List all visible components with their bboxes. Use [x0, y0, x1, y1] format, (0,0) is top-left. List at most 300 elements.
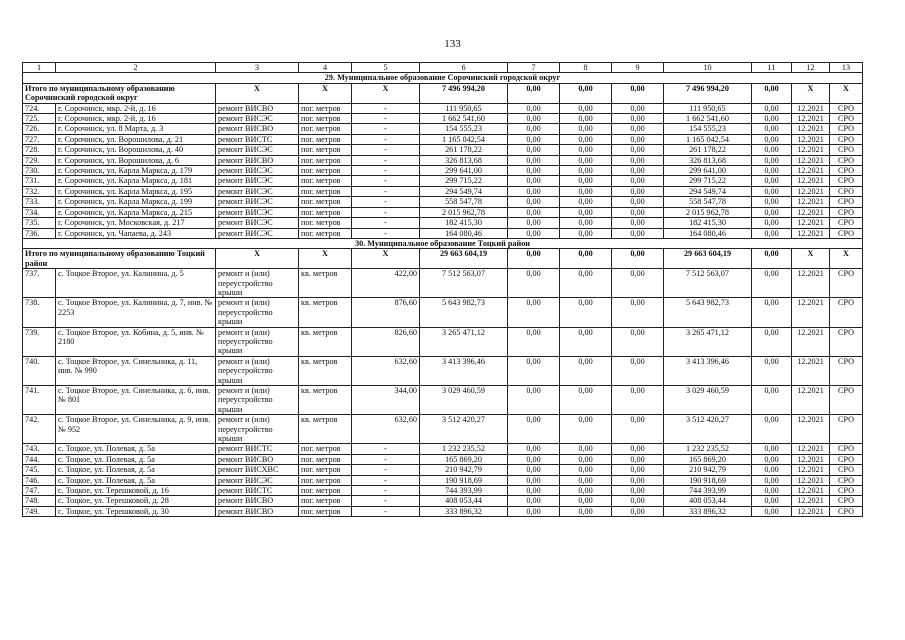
address-cell: с. Тоцкое Второе, ул. Калинина, д. 7, инв. № 2253	[56, 298, 216, 327]
unit-cell: кв. метров	[299, 356, 352, 385]
fund-amount-cell: 154 555,23	[664, 124, 752, 134]
quantity-cell: 876,60	[352, 298, 420, 327]
quantity-cell: -	[352, 134, 420, 144]
amount-cell: 0,00	[752, 145, 792, 155]
amount-cell: 0,00	[612, 145, 664, 155]
amount-cell: 0,00	[508, 166, 560, 176]
capital-repair-table	[22, 62, 863, 517]
amount-cell: 0,00	[612, 103, 664, 113]
amount-cell: 0,00	[612, 155, 664, 165]
amount-cell: 0,00	[508, 415, 560, 444]
amount-cell: 0,00	[560, 327, 612, 356]
column-number-cell: 9	[612, 63, 664, 73]
method-cell: СРО	[830, 145, 863, 155]
work-type-cell: ремонт и (или) переустройство крыши	[216, 356, 299, 385]
cost-total-cell: 164 080,46	[420, 228, 508, 238]
section-total-row	[23, 83, 863, 103]
column-number-cell: 7	[508, 63, 560, 73]
quantity-cell: -	[352, 228, 420, 238]
row-number: 733.	[23, 197, 56, 207]
total-cell: X	[792, 83, 830, 103]
row-number: 745.	[23, 465, 56, 475]
fund-amount-cell: 3 029 460,59	[664, 386, 752, 415]
section-total-row	[23, 249, 863, 269]
unit-cell: пог. метров	[299, 228, 352, 238]
unit-cell: кв. метров	[299, 269, 352, 298]
amount-cell: 0,00	[508, 454, 560, 464]
quantity-cell: 422,00	[352, 269, 420, 298]
column-number-cell: 2	[56, 63, 216, 73]
unit-cell: пог. метров	[299, 486, 352, 496]
cost-total-cell: 3 265 471,12	[420, 327, 508, 356]
amount-cell: 0,00	[508, 207, 560, 217]
work-type-cell: ремонт и (или) переустройство крыши	[216, 386, 299, 415]
unit-cell: пог. метров	[299, 475, 352, 485]
fund-amount-cell: 165 869,20	[664, 454, 752, 464]
deadline-cell: 12.2021	[792, 454, 830, 464]
amount-cell: 0,00	[560, 155, 612, 165]
deadline-cell: 12.2021	[792, 386, 830, 415]
quantity-cell: -	[352, 186, 420, 196]
amount-cell: 0,00	[752, 186, 792, 196]
amount-cell: 0,00	[752, 486, 792, 496]
method-cell: СРО	[830, 228, 863, 238]
section-title: 30. Муниципальное образование Тоцкий район	[23, 238, 863, 248]
amount-cell: 0,00	[752, 218, 792, 228]
amount-cell: 0,00	[560, 145, 612, 155]
cost-total-cell: 190 918,69	[420, 475, 508, 485]
work-type-cell: ремонт ВИСЭС	[216, 186, 299, 196]
amount-cell: 0,00	[560, 124, 612, 134]
total-cell: 7 496 994,20	[664, 83, 752, 103]
table-row	[23, 186, 863, 196]
amount-cell: 0,00	[508, 155, 560, 165]
work-type-cell: ремонт ВИСЭС	[216, 176, 299, 186]
method-cell: СРО	[830, 386, 863, 415]
amount-cell: 0,00	[752, 103, 792, 113]
amount-cell: 0,00	[560, 166, 612, 176]
amount-cell: 0,00	[612, 415, 664, 444]
cost-total-cell: 111 950,65	[420, 103, 508, 113]
table-row	[23, 134, 863, 144]
unit-cell: пог. метров	[299, 114, 352, 124]
amount-cell: 0,00	[752, 269, 792, 298]
total-cell: 0,00	[508, 249, 560, 269]
deadline-cell: 12.2021	[792, 415, 830, 444]
work-type-cell: ремонт ВИСВО	[216, 124, 299, 134]
address-cell: с. Тоцкое Второе, ул. Синельника, д. 11, инв. № 990	[56, 356, 216, 385]
deadline-cell: 12.2021	[792, 298, 830, 327]
address-cell: г. Сорочинск, ул. Московская, д. 217	[56, 218, 216, 228]
unit-cell: пог. метров	[299, 134, 352, 144]
fund-amount-cell: 326 813,68	[664, 155, 752, 165]
total-cell: 0,00	[612, 83, 664, 103]
table-row	[23, 475, 863, 485]
amount-cell: 0,00	[508, 327, 560, 356]
amount-cell: 0,00	[560, 228, 612, 238]
quantity-cell: -	[352, 155, 420, 165]
amount-cell: 0,00	[612, 114, 664, 124]
work-type-cell: ремонт ВИСВО	[216, 155, 299, 165]
column-number-cell: 3	[216, 63, 299, 73]
work-type-cell: ремонт ВИСЭС	[216, 197, 299, 207]
method-cell: СРО	[830, 134, 863, 144]
cost-total-cell: 154 555,23	[420, 124, 508, 134]
row-number: 749.	[23, 506, 56, 516]
method-cell: СРО	[830, 356, 863, 385]
deadline-cell: 12.2021	[792, 207, 830, 217]
method-cell: СРО	[830, 454, 863, 464]
fund-amount-cell: 744 393,99	[664, 486, 752, 496]
deadline-cell: 12.2021	[792, 176, 830, 186]
total-cell: X	[830, 249, 863, 269]
cost-total-cell: 299 641,00	[420, 166, 508, 176]
fund-amount-cell: 299 641,00	[664, 166, 752, 176]
quantity-cell: -	[352, 475, 420, 485]
section-title: 29. Муниципальное образование Сорочинский городской округ	[23, 73, 863, 83]
amount-cell: 0,00	[508, 218, 560, 228]
table-row	[23, 155, 863, 165]
row-number: 724.	[23, 103, 56, 113]
table-row	[23, 496, 863, 506]
amount-cell: 0,00	[560, 103, 612, 113]
address-cell: с. Тоцкое Второе, ул. Синельника, д. 9, инв. № 952	[56, 415, 216, 444]
quantity-cell: -	[352, 166, 420, 176]
deadline-cell: 12.2021	[792, 327, 830, 356]
quantity-cell: -	[352, 486, 420, 496]
section-title-row	[23, 73, 863, 83]
address-cell: г. Сорочинск, ул. Чапаева, д. 243	[56, 228, 216, 238]
row-number: 730.	[23, 166, 56, 176]
total-cell: 29 663 604,19	[420, 249, 508, 269]
deadline-cell: 12.2021	[792, 134, 830, 144]
unit-cell: пог. метров	[299, 166, 352, 176]
address-cell: с. Тоцкое Второе, ул. Кобина, д. 5, инв. № 2180	[56, 327, 216, 356]
cost-total-cell: 5 643 982,73	[420, 298, 508, 327]
column-number-cell: 13	[830, 63, 863, 73]
unit-cell: пог. метров	[299, 176, 352, 186]
cost-total-cell: 3 512 420,27	[420, 415, 508, 444]
amount-cell: 0,00	[612, 386, 664, 415]
table-row	[23, 103, 863, 113]
total-cell: 0,00	[560, 83, 612, 103]
amount-cell: 0,00	[508, 124, 560, 134]
total-cell: 0,00	[752, 83, 792, 103]
row-number: 726.	[23, 124, 56, 134]
total-cell: X	[216, 83, 299, 103]
work-type-cell: ремонт ВИСЭС	[216, 145, 299, 155]
column-number-cell: 6	[420, 63, 508, 73]
deadline-cell: 12.2021	[792, 103, 830, 113]
address-cell: г. Сорочинск, ул. 8 Марта, д. 3	[56, 124, 216, 134]
row-number: 732.	[23, 186, 56, 196]
total-cell: X	[792, 249, 830, 269]
amount-cell: 0,00	[752, 506, 792, 516]
row-number: 735.	[23, 218, 56, 228]
quantity-cell: -	[352, 496, 420, 506]
address-cell: г. Сорочинск, ул. Ворошилова, д. 40	[56, 145, 216, 155]
fund-amount-cell: 190 918,69	[664, 475, 752, 485]
amount-cell: 0,00	[508, 506, 560, 516]
deadline-cell: 12.2021	[792, 145, 830, 155]
unit-cell: пог. метров	[299, 454, 352, 464]
total-cell: X	[299, 249, 352, 269]
work-type-cell: ремонт и (или) переустройство крыши	[216, 298, 299, 327]
work-type-cell: ремонт и (или) переустройство крыши	[216, 269, 299, 298]
amount-cell: 0,00	[508, 228, 560, 238]
table-row	[23, 207, 863, 217]
unit-cell: пог. метров	[299, 465, 352, 475]
table-row	[23, 298, 863, 327]
address-cell: г. Сорочинск, ул. Карла Маркса, д. 179	[56, 166, 216, 176]
amount-cell: 0,00	[752, 496, 792, 506]
amount-cell: 0,00	[612, 176, 664, 186]
unit-cell: пог. метров	[299, 103, 352, 113]
quantity-cell: -	[352, 465, 420, 475]
unit-cell: кв. метров	[299, 298, 352, 327]
fund-amount-cell: 164 080,46	[664, 228, 752, 238]
table-row	[23, 415, 863, 444]
cost-total-cell: 294 549,74	[420, 186, 508, 196]
amount-cell: 0,00	[560, 134, 612, 144]
cost-total-cell: 261 178,22	[420, 145, 508, 155]
deadline-cell: 12.2021	[792, 475, 830, 485]
fund-amount-cell: 2 015 962,78	[664, 207, 752, 217]
amount-cell: 0,00	[752, 475, 792, 485]
quantity-cell: -	[352, 444, 420, 454]
method-cell: СРО	[830, 124, 863, 134]
fund-amount-cell: 7 512 563,07	[664, 269, 752, 298]
amount-cell: 0,00	[560, 465, 612, 475]
quantity-cell: -	[352, 218, 420, 228]
work-type-cell: ремонт ВИСЭС	[216, 207, 299, 217]
method-cell: СРО	[830, 506, 863, 516]
fund-amount-cell: 182 415,30	[664, 218, 752, 228]
amount-cell: 0,00	[508, 269, 560, 298]
address-cell: с. Тоцкое, ул. Полевая, д. 5а	[56, 475, 216, 485]
column-number-cell: 11	[752, 63, 792, 73]
deadline-cell: 12.2021	[792, 155, 830, 165]
unit-cell: пог. метров	[299, 496, 352, 506]
cost-total-cell: 3 413 396,46	[420, 356, 508, 385]
address-cell: г. Сорочинск, ул. Карла Маркса, д. 181	[56, 176, 216, 186]
amount-cell: 0,00	[560, 298, 612, 327]
row-number: 731.	[23, 176, 56, 186]
quantity-cell: -	[352, 114, 420, 124]
address-cell: г. Сорочинск, мкр. 2-й, д. 16	[56, 103, 216, 113]
method-cell: СРО	[830, 155, 863, 165]
total-cell: 0,00	[560, 249, 612, 269]
deadline-cell: 12.2021	[792, 114, 830, 124]
fund-amount-cell: 1 662 541,60	[664, 114, 752, 124]
quantity-cell: 826,60	[352, 327, 420, 356]
quantity-cell: 632,60	[352, 356, 420, 385]
cost-total-cell: 326 813,68	[420, 155, 508, 165]
amount-cell: 0,00	[612, 134, 664, 144]
total-cell: 0,00	[752, 249, 792, 269]
address-cell: с. Тоцкое Второе, ул. Калинина, д. 5	[56, 269, 216, 298]
amount-cell: 0,00	[752, 356, 792, 385]
fund-amount-cell: 111 950,65	[664, 103, 752, 113]
row-number: 737.	[23, 269, 56, 298]
cost-total-cell: 2 015 962,78	[420, 207, 508, 217]
deadline-cell: 12.2021	[792, 269, 830, 298]
fund-amount-cell: 294 549,74	[664, 186, 752, 196]
total-cell: X	[352, 83, 420, 103]
fund-amount-cell: 1 232 235,52	[664, 444, 752, 454]
amount-cell: 0,00	[508, 114, 560, 124]
method-cell: СРО	[830, 486, 863, 496]
amount-cell: 0,00	[752, 114, 792, 124]
row-number: 748.	[23, 496, 56, 506]
unit-cell: пог. метров	[299, 145, 352, 155]
total-cell: X	[216, 249, 299, 269]
amount-cell: 0,00	[560, 454, 612, 464]
amount-cell: 0,00	[752, 124, 792, 134]
method-cell: СРО	[830, 298, 863, 327]
amount-cell: 0,00	[752, 155, 792, 165]
cost-total-cell: 1 662 541,60	[420, 114, 508, 124]
total-cell: 7 496 994,20	[420, 83, 508, 103]
total-cell: X	[299, 83, 352, 103]
table-row	[23, 197, 863, 207]
unit-cell: пог. метров	[299, 444, 352, 454]
amount-cell: 0,00	[612, 465, 664, 475]
fund-amount-cell: 558 547,78	[664, 197, 752, 207]
amount-cell: 0,00	[560, 114, 612, 124]
method-cell: СРО	[830, 496, 863, 506]
column-number-cell: 12	[792, 63, 830, 73]
cost-total-cell: 744 393,99	[420, 486, 508, 496]
cost-total-cell: 299 715,22	[420, 176, 508, 186]
amount-cell: 0,00	[612, 197, 664, 207]
address-cell: г. Сорочинск, ул. Карла Маркса, д. 195	[56, 186, 216, 196]
quantity-cell: 344,00	[352, 386, 420, 415]
work-type-cell: ремонт ВИСТС	[216, 444, 299, 454]
amount-cell: 0,00	[612, 327, 664, 356]
fund-amount-cell: 3 265 471,12	[664, 327, 752, 356]
quantity-cell: -	[352, 124, 420, 134]
row-number: 728.	[23, 145, 56, 155]
fund-amount-cell: 5 643 982,73	[664, 298, 752, 327]
fund-amount-cell: 408 053,44	[664, 496, 752, 506]
amount-cell: 0,00	[612, 444, 664, 454]
amount-cell: 0,00	[560, 207, 612, 217]
column-number-row	[23, 63, 863, 73]
row-number: 739.	[23, 327, 56, 356]
address-cell: г. Сорочинск, ул. Ворошилова, д. 21	[56, 134, 216, 144]
total-cell: 29 663 604,19	[664, 249, 752, 269]
table-row	[23, 269, 863, 298]
amount-cell: 0,00	[508, 356, 560, 385]
deadline-cell: 12.2021	[792, 197, 830, 207]
row-number: 741.	[23, 386, 56, 415]
amount-cell: 0,00	[752, 298, 792, 327]
table-row	[23, 176, 863, 186]
row-number: 744.	[23, 454, 56, 464]
method-cell: СРО	[830, 327, 863, 356]
amount-cell: 0,00	[560, 356, 612, 385]
column-number-cell: 10	[664, 63, 752, 73]
amount-cell: 0,00	[752, 207, 792, 217]
page-number: 133	[444, 38, 461, 50]
cost-total-cell: 3 029 460,59	[420, 386, 508, 415]
amount-cell: 0,00	[612, 218, 664, 228]
cost-total-cell: 333 896,32	[420, 506, 508, 516]
fund-amount-cell: 3 413 396,46	[664, 356, 752, 385]
table-row	[23, 228, 863, 238]
amount-cell: 0,00	[508, 176, 560, 186]
work-type-cell: ремонт и (или) переустройство крыши	[216, 327, 299, 356]
unit-cell: пог. метров	[299, 197, 352, 207]
amount-cell: 0,00	[508, 186, 560, 196]
table-row	[23, 454, 863, 464]
amount-cell: 0,00	[508, 145, 560, 155]
work-type-cell: ремонт ВИСВО	[216, 454, 299, 464]
amount-cell: 0,00	[612, 298, 664, 327]
method-cell: СРО	[830, 465, 863, 475]
amount-cell: 0,00	[508, 444, 560, 454]
amount-cell: 0,00	[508, 486, 560, 496]
cost-total-cell: 165 869,20	[420, 454, 508, 464]
amount-cell: 0,00	[560, 176, 612, 186]
method-cell: СРО	[830, 415, 863, 444]
amount-cell: 0,00	[508, 298, 560, 327]
cost-total-cell: 408 053,44	[420, 496, 508, 506]
amount-cell: 0,00	[508, 103, 560, 113]
total-label: Итого по муниципальному образованию Сорочинский городской округ	[23, 83, 216, 103]
amount-cell: 0,00	[560, 218, 612, 228]
table-row	[23, 356, 863, 385]
total-cell: 0,00	[612, 249, 664, 269]
work-type-cell: ремонт и (или) переустройство крыши	[216, 415, 299, 444]
amount-cell: 0,00	[612, 486, 664, 496]
amount-cell: 0,00	[508, 386, 560, 415]
fund-amount-cell: 299 715,22	[664, 176, 752, 186]
total-cell: X	[830, 83, 863, 103]
method-cell: СРО	[830, 207, 863, 217]
amount-cell: 0,00	[752, 386, 792, 415]
deadline-cell: 12.2021	[792, 506, 830, 516]
quantity-cell: -	[352, 145, 420, 155]
amount-cell: 0,00	[508, 134, 560, 144]
amount-cell: 0,00	[612, 207, 664, 217]
unit-cell: пог. метров	[299, 155, 352, 165]
deadline-cell: 12.2021	[792, 166, 830, 176]
fund-amount-cell: 261 178,22	[664, 145, 752, 155]
address-cell: г. Сорочинск, мкр. 2-й, д. 16	[56, 114, 216, 124]
table-row	[23, 465, 863, 475]
address-cell: с. Тоцкое, ул. Терешковой, д. 16	[56, 486, 216, 496]
table-row	[23, 124, 863, 134]
quantity-cell: -	[352, 176, 420, 186]
section-title-row	[23, 238, 863, 248]
unit-cell: пог. метров	[299, 506, 352, 516]
work-type-cell: ремонт ВИСЭС	[216, 114, 299, 124]
amount-cell: 0,00	[560, 415, 612, 444]
quantity-cell: -	[352, 103, 420, 113]
method-cell: СРО	[830, 114, 863, 124]
amount-cell: 0,00	[612, 166, 664, 176]
work-type-cell: ремонт ВИСТС	[216, 486, 299, 496]
work-type-cell: ремонт ВИСТС	[216, 134, 299, 144]
work-type-cell: ремонт ВИСВО	[216, 506, 299, 516]
method-cell: СРО	[830, 269, 863, 298]
amount-cell: 0,00	[752, 166, 792, 176]
column-number-cell: 8	[560, 63, 612, 73]
amount-cell: 0,00	[752, 444, 792, 454]
amount-cell: 0,00	[560, 444, 612, 454]
